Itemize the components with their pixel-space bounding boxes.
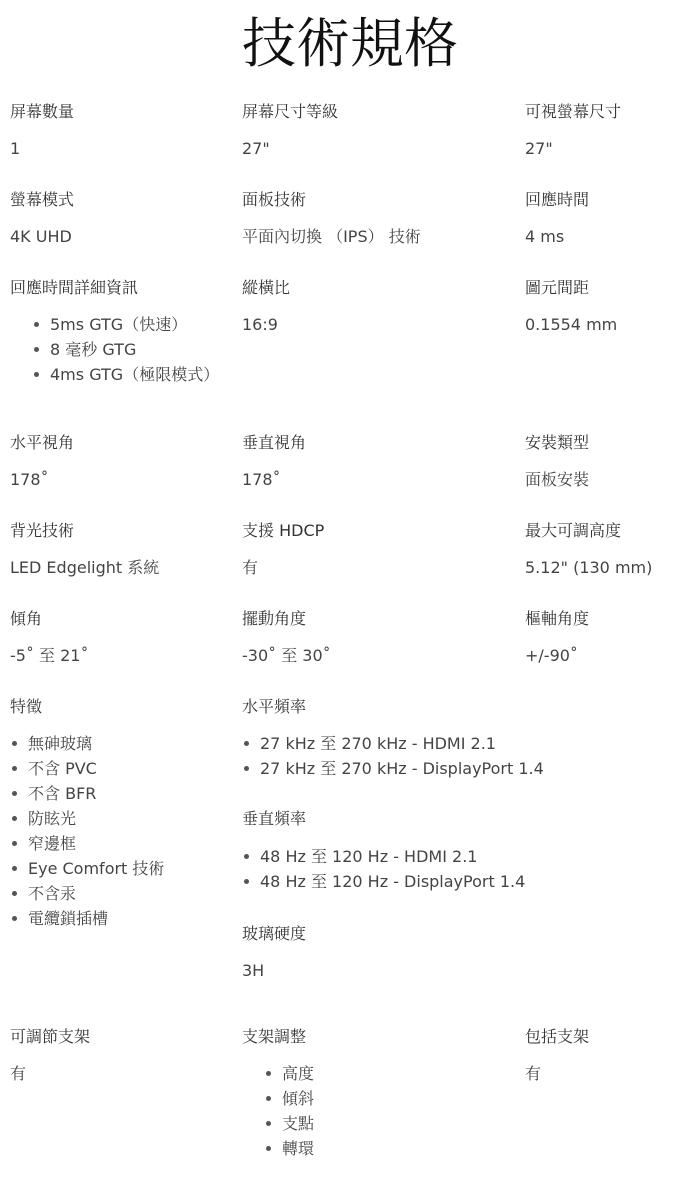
spec-value-backlight: LED Edgelight 系統 (10, 558, 160, 577)
spec-value-tilt: -5˚ 至 21˚ (10, 646, 89, 665)
spec-value-pivot: +/-90˚ (525, 646, 578, 665)
spec-label-h-freq: 水平頻率 (242, 697, 307, 716)
spec-value-h-view-angle: 178˚ (10, 470, 49, 489)
list-item: 支點 (260, 1111, 314, 1136)
h-freq-list (238, 731, 544, 781)
spec-value-hdcp: 有 (242, 558, 259, 577)
list-item: 轉環 (260, 1136, 314, 1161)
spec-label-pivot: 樞軸角度 (525, 609, 590, 628)
stand-adjust-list (260, 1061, 314, 1161)
spec-value-max-height: 5.12" (130 mm) (525, 558, 653, 577)
spec-value-stand-included: 有 (525, 1064, 542, 1083)
list-item: 不含汞 (6, 881, 164, 906)
list-item: 48 Hz 至 120 Hz - DisplayPort 1.4 (238, 869, 525, 894)
spec-label-pixel-pitch: 圖元間距 (525, 278, 590, 297)
spec-value-pixel-pitch: 0.1554 mm (525, 315, 618, 334)
spec-value-mount-type: 面板安裝 (525, 470, 590, 489)
spec-label-v-view-angle: 垂直視角 (242, 433, 307, 452)
list-item: 不含 BFR (6, 781, 164, 806)
spec-value-v-view-angle: 178˚ (242, 470, 281, 489)
v-freq-list (238, 844, 525, 894)
list-item: 防眩光 (6, 806, 164, 831)
list-item: 不含 PVC (6, 756, 164, 781)
spec-label-response-time: 回應時間 (525, 190, 590, 209)
spec-value-adjustable-stand: 有 (10, 1064, 27, 1083)
spec-label-h-view-angle: 水平視角 (10, 433, 75, 452)
spec-value-panel-tech: 平面內切換 （IPS） 技術 (242, 227, 421, 246)
spec-value-glass-hardness: 3H (242, 961, 265, 980)
list-item: 5ms GTG（快速） (28, 312, 219, 337)
spec-value-visible-size: 27" (525, 139, 553, 158)
spec-value-screen-count: 1 (10, 139, 21, 158)
spec-label-glass-hardness: 玻璃硬度 (242, 924, 307, 943)
list-item: 27 kHz 至 270 kHz - DisplayPort 1.4 (238, 756, 544, 781)
list-item: 高度 (260, 1061, 314, 1086)
spec-label-visible-size: 可視螢幕尺寸 (525, 102, 622, 121)
spec-label-hdcp: 支援 HDCP (242, 521, 325, 540)
list-item: 無砷玻璃 (6, 731, 164, 756)
spec-label-panel-tech: 面板技術 (242, 190, 307, 209)
features-list (6, 731, 164, 931)
spec-label-max-height: 最大可調高度 (525, 521, 622, 540)
spec-value-screen-mode: 4K UHD (10, 227, 72, 246)
spec-label-aspect-ratio: 縱橫比 (242, 278, 291, 297)
list-item: 48 Hz 至 120 Hz - HDMI 2.1 (238, 844, 525, 869)
spec-label-screen-count: 屏幕數量 (10, 102, 75, 121)
response-detail-list (28, 312, 219, 387)
spec-value-response-time: 4 ms (525, 227, 565, 246)
page-title: 技術規格 (242, 12, 458, 75)
spec-label-stand-adjust: 支架調整 (242, 1027, 307, 1046)
spec-label-swivel: 擺動角度 (242, 609, 307, 628)
spec-label-tilt: 傾角 (10, 609, 43, 628)
spec-label-backlight: 背光技術 (10, 521, 75, 540)
list-item: 傾斜 (260, 1086, 314, 1111)
list-item: 8 毫秒 GTG (28, 337, 219, 362)
spec-label-features: 特徵 (10, 697, 43, 716)
spec-label-adjustable-stand: 可調節支架 (10, 1027, 91, 1046)
spec-value-aspect-ratio: 16:9 (242, 315, 278, 334)
spec-label-response-detail: 回應時間詳細資訊 (10, 278, 139, 297)
spec-value-swivel: -30˚ 至 30˚ (242, 646, 331, 665)
list-item: 電纜鎖插槽 (6, 906, 164, 931)
spec-value-screen-size-class: 27" (242, 139, 270, 158)
spec-label-mount-type: 安裝類型 (525, 433, 590, 452)
list-item: Eye Comfort 技術 (6, 856, 164, 881)
spec-label-v-freq: 垂直頻率 (242, 809, 307, 828)
spec-label-screen-size-class: 屏幕尺寸等級 (242, 102, 339, 121)
list-item: 窄邊框 (6, 831, 164, 856)
spec-label-stand-included: 包括支架 (525, 1027, 590, 1046)
list-item: 27 kHz 至 270 kHz - HDMI 2.1 (238, 731, 544, 756)
spec-label-screen-mode: 螢幕模式 (10, 190, 75, 209)
list-item: 4ms GTG（極限模式） (28, 362, 219, 387)
